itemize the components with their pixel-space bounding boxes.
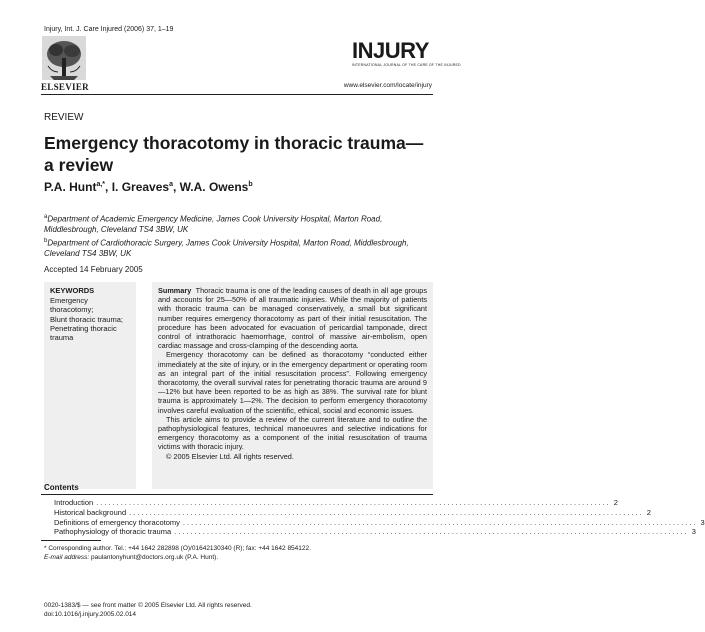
toc-entry[interactable] [54, 507, 651, 518]
toc-entry-page: 2 [613, 498, 618, 507]
header-rule [41, 94, 433, 95]
accepted-date: Accepted 14 February 2005 [44, 265, 143, 274]
toc-entry-title: Definitions of emergency thoracotomy [54, 517, 180, 527]
keywords-title: KEYWORDS [50, 286, 95, 295]
contents-rule [41, 494, 433, 495]
toc-leader-dots: .............................................................................................................................. [174, 527, 689, 537]
toc-entry-title: Introduction [54, 498, 94, 507]
affiliation-mark: a [44, 214, 48, 220]
affiliation-item [44, 236, 424, 260]
author-name: P.A. Hunt [44, 180, 97, 194]
page-footer [44, 602, 252, 619]
email-line [44, 554, 434, 563]
abstract-paragraph: Emergency thoracotomy can be defined as thoracotomy “conducted either immediately at the site of injury, or in the emergency department or operating room as an integral part of the initial resuscitation process”. Following emergency thoracotomy, the overall survival rates for penetrating thoracic trauma are around 9—12% but have been reported to be as high as 38%. The survival rate for blunt trauma is approximately 1—2%. The decision to perform emergency thoracotomy involves careful evaluation of the scientific, ethical, social and economic issues. [158, 350, 427, 415]
author-affiliation-mark[interactable]: b [248, 181, 253, 188]
abstract-box [152, 282, 433, 489]
journal-url[interactable]: www.elsevier.com/locate/injury [343, 82, 432, 89]
toc-entry-page: 3 [691, 527, 696, 537]
keyword-item: Blunt thoracic trauma; [50, 314, 123, 324]
author-separator: , [105, 180, 112, 194]
toc-entry[interactable] [54, 527, 696, 537]
affiliation-mark: b [44, 237, 48, 244]
toc-leader-dots: .............................................................................................................................. [129, 507, 644, 517]
keyword-item: Penetrating thoracic trauma [50, 323, 117, 343]
author-list [44, 180, 253, 194]
copyright-line: © 2005 Elsevier Ltd. All rights reserved. [166, 451, 294, 461]
journal-tagline: INTERNATIONAL JOURNAL OF THE CARE OF THE INJURED [352, 63, 461, 67]
toc-entry-title: Pathophysiology of thoracic trauma [54, 527, 172, 537]
toc-entry[interactable] [54, 517, 705, 528]
affiliation-text: Department of Academic Emergency Medicine, James Cook University Hospital, Marton Road, Middlesbrough, Cleveland TS4 3BW, UK [44, 214, 383, 235]
toc-entry[interactable] [54, 498, 618, 508]
email-label: E-mail address: [44, 553, 90, 561]
keyword-item: Emergency thoracotomy; [50, 296, 94, 315]
toc-leader-dots: .............................................................................................................................. [96, 498, 611, 507]
front-matter-line: 0020-1383/$ — see front matter © 2005 Elsevier Ltd. All rights reserved. [44, 602, 252, 609]
toc-entry-page: 2 [646, 507, 651, 517]
article-title: Emergency thoracotomy in thoracic trauma—a review [44, 133, 424, 175]
table-of-contents [54, 498, 705, 537]
email-address[interactable]: paulantonyhunt@doctors.org.uk (P.A. Hunt). [90, 553, 219, 561]
toc-entry-title: Historical background [54, 507, 127, 517]
affiliation-text: Department of Cardiothoracic Surgery, James Cook University Hospital, Marton Road, Middlesbrough, Cleveland TS4 3BW, UK [44, 238, 409, 258]
author-affiliation-mark[interactable]: a,* [96, 181, 106, 188]
contents-title: Contents [44, 483, 79, 492]
corresponding-author-note: * Corresponding author. Tel.: +44 1642 282898 (O)/01642130340 (R); fax: +44 1642 854122. [44, 545, 311, 552]
abstract-paragraph [158, 286, 427, 350]
affiliation-item [44, 212, 424, 236]
toc-leader-dots: .............................................................................................................................. [182, 517, 698, 527]
footnote-rule [41, 540, 101, 541]
section-label: REVIEW [44, 112, 84, 123]
author-separator: , [172, 180, 180, 194]
author-name: I. Greaves [111, 180, 170, 194]
doi-line[interactable]: doi:10.1016/j.injury.2005.02.014 [44, 610, 137, 618]
journal-citation: Injury, Int. J. Care Injured (2006) 37, 1–19 [44, 26, 174, 33]
abstract-text: Thoracic trauma is one of the leading causes of death in all age groups and accounts for 25—50% of all traumatic injuries. While the majority of patients with thoracic trauma can be managed conservatively, a small but significant number requires emergency thoracotomy as part of their initial resuscitation. The procedure has been advocated for evacuation of pericardial tamponade, direct control of intrathoracic haemorrhage, control of massive air-embolism, open cardiac massage and cross-clamping of the descending aorta. [158, 286, 427, 351]
toc-entry-page: 3 [700, 517, 705, 527]
affiliations [44, 212, 424, 259]
journal-logo: INJURY [352, 38, 429, 63]
abstract-paragraph: This article aims to provide a review of the current literature and to outline the pathophysiological features, technical manoeuvres and selective indications for emergency thoracotomy as a component of the initial resuscitation of trauma victims with thoracic injury. [158, 414, 427, 452]
author-affiliation-mark[interactable]: a [169, 181, 173, 188]
author-name: W.A. Owens [179, 180, 249, 194]
publisher-name: ELSEVIER [41, 82, 89, 92]
footnote [44, 545, 434, 562]
keywords-box [44, 282, 136, 489]
summary-label: Summary [158, 286, 192, 295]
